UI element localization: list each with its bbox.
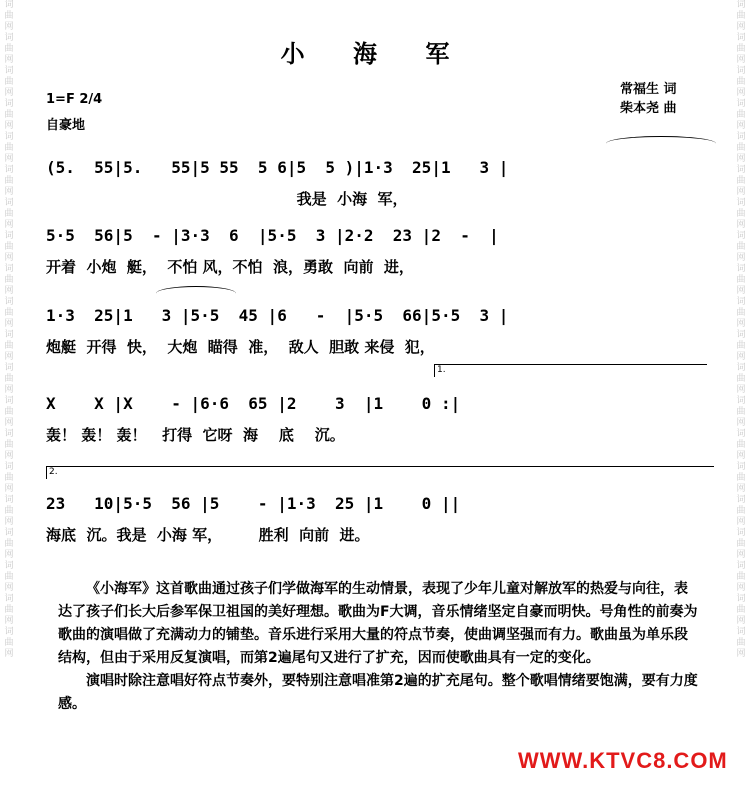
notation-line: (5. 55|5. 55|5 55 5 6|5 5 )|1·3 25|1 3 | xyxy=(46,158,509,177)
slur-mark xyxy=(156,286,236,301)
lyrics-line: 海底 沉。我是 小海 军， 胜利 向前 进。 xyxy=(46,526,370,544)
watermark-column-left: 词 曲 网 词 曲 网 词 曲 网 词 曲 网 词 曲 网 词 曲 网 词 曲 网 词 曲 网 词 曲 网 词 曲 网 词 曲 网 词 曲 网 词 曲 网 词 曲 网 词 曲 网 词 曲 网 词 曲 网 词 曲 网 词 曲 网 词 曲 网 xyxy=(4,0,14,659)
description-paragraph: 《小海军》这首歌曲通过孩子们学做海军的生动情景，表现了少年儿童对解放军的热爱与向往，表达了孩子们长大后参军保卫祖国的美好理想。歌曲为F大调，音乐情绪坚定自豪而明快。号角性的前奏为歌曲的演唱做了充满动力的铺垫。音乐进行采用大量的符点节奏，使曲调坚强而有力。歌曲虽为单乐段结构，但由于采用反复演唱，而第2遍尾句又进行了扩充，因而使歌曲具有一定的变化。 xyxy=(58,581,698,666)
description-paragraph: 演唱时除注意唱好符点节奏外，要特别注意唱准第2遍的扩充尾句。整个歌唱情绪要饱满，要有力度感。 xyxy=(58,673,698,712)
song-title: 小 海 军 xyxy=(280,40,470,68)
notation-line: X X |X - |6·6 65 |2 3 |1 0 :| xyxy=(46,394,461,413)
notation-line: 1·3 25|1 3 |5·5 45 |6 - |5·5 66|5·5 3 | xyxy=(46,306,509,325)
watermark-column-right: 词 曲 网 词 曲 网 词 曲 网 词 曲 网 词 曲 网 词 曲 网 词 曲 网 词 曲 网 词 曲 网 词 曲 网 词 曲 网 词 曲 网 词 曲 网 词 曲 网 词 曲 网 词 曲 网 词 曲 网 词 曲 网 词 曲 网 词 曲 网 xyxy=(736,0,746,659)
tempo-marking: 自豪地 xyxy=(46,118,86,133)
lyrics-line: 开着 小炮 艇， 不怕 风，不怕 浪，勇敢 向前 进， xyxy=(46,258,414,276)
lyrics-line: 轰！ 轰！ 轰！ 打得 它呀 海 底 沉。 xyxy=(46,426,345,444)
notation-line: 23 10|5·5 56 |5 - |1·3 25 |1 0 || xyxy=(46,494,461,513)
site-watermark: WWW.KTVC8.COM xyxy=(518,748,728,773)
second-ending-bracket: 2. xyxy=(46,466,714,479)
first-ending-bracket: 1. xyxy=(434,364,707,377)
lyricist-credit: 常福生 词 xyxy=(620,82,677,97)
song-description xyxy=(58,578,698,716)
lyrics-line: 我是 小海 军， xyxy=(46,190,408,208)
slur-mark xyxy=(606,136,716,151)
key-signature: 1=F 2/4 xyxy=(46,92,103,107)
credits xyxy=(620,80,677,118)
lyrics-line: 炮艇 开得 快， 大炮 瞄得 准， 敌人 胆敢 来侵 犯， xyxy=(46,338,435,356)
composer-credit: 柴本尧 曲 xyxy=(620,101,677,116)
notation-line: 5·5 56|5 - |3·3 6 |5·5 3 |2·2 23 |2 - | xyxy=(46,226,499,245)
